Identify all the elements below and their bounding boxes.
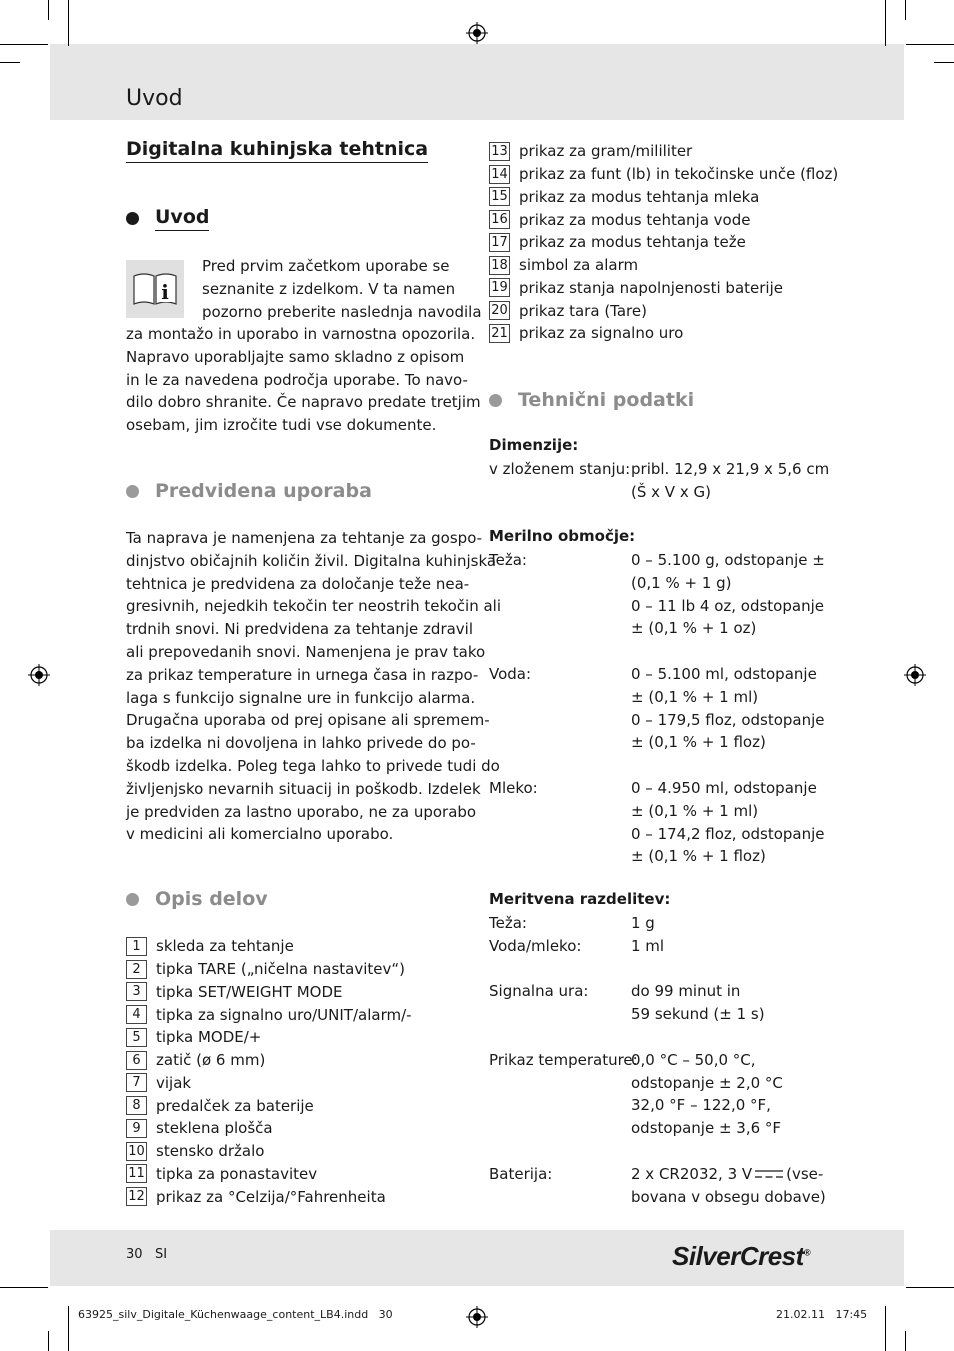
spec-row: Mleko: 0 – 4.950 ml, odstopanje ± (0,1 % + 1 ml) 0 – 174,2 floz, odstopanje ± (0,1 % + 1 floz) xyxy=(489,778,825,866)
intro-text-short: Pred prvim začetkom uporabe se seznanite z izdelkom. V ta namen pozorno preberite naslednja navodila xyxy=(202,257,482,321)
print-slug-date: 21.02.11 17:45 xyxy=(776,1308,868,1321)
spec-row: Baterija: 2 x CR2032, 3 V (vse- bovana v obsegu dobave) xyxy=(489,1164,826,1206)
registration-mark-icon xyxy=(28,664,50,686)
parts-list-left xyxy=(126,935,412,1208)
intro-text-long: za montažo in uporabo in varnostna opozorila. Napravo uporabljajte samo skladno z opisom in le za navedena področja uporabe. To navo- dilo dobro shranite. Če napravo predate tretjim osebam, jim izročite tudi vse dokumente. xyxy=(126,325,481,435)
info-book-icon xyxy=(126,260,184,318)
bullet-icon xyxy=(126,893,139,906)
division-specs xyxy=(489,912,826,1208)
list-item: 5 tipka MODE/+ xyxy=(126,1026,412,1049)
page-number: 30 SI xyxy=(126,1247,168,1262)
spec-row: v zloženem stanju: pribl. 12,9 x 21,9 x 5,6 cm (Š x V x G) xyxy=(489,460,830,501)
section-intended-use-heading: Predvidena uporaba xyxy=(126,480,372,502)
list-item: 10 stensko držalo xyxy=(126,1140,412,1163)
list-item: 16 prikaz za modus tehtanja vode xyxy=(489,208,838,231)
spec-row: Teža: 1 g xyxy=(489,914,655,932)
spec-row: Signalna ura: do 99 minut in 59 sekund (± 1 s) xyxy=(489,982,765,1024)
list-item: 13 prikaz za gram/mililiter xyxy=(489,140,838,163)
list-item: 15 prikaz za modus tehtanja mleka xyxy=(489,186,838,209)
registration-mark-icon xyxy=(904,664,926,686)
section-intro-heading: Uvod xyxy=(126,206,209,231)
section-tech-heading: Tehnični podatki xyxy=(489,389,694,411)
list-item: 1 skleda za tehtanje xyxy=(126,935,412,958)
document-title: Digitalna kuhinjska tehtnica xyxy=(126,138,428,163)
bullet-icon xyxy=(489,394,502,407)
list-item: 6 zatič (ø 6 mm) xyxy=(126,1049,412,1072)
list-item: 17 prikaz za modus tehtanja teže xyxy=(489,231,838,254)
dimensions-specs xyxy=(489,458,829,504)
registration-mark-icon xyxy=(466,1306,488,1328)
list-item: 2 tipka TARE („ničelna nastavitev“) xyxy=(126,958,412,981)
list-item: 20 prikaz tara (Tare) xyxy=(489,299,838,322)
range-specs xyxy=(489,549,825,868)
spec-row: Voda/mleko: 1 ml xyxy=(489,936,665,955)
list-item: 7 vijak xyxy=(126,1072,412,1095)
list-item: 21 prikaz za signalno uro xyxy=(489,322,838,345)
section-parts-heading: Opis delov xyxy=(126,888,268,910)
list-item: 11 tipka za ponastavitev xyxy=(126,1163,412,1186)
bullet-icon xyxy=(126,212,139,225)
svg-text:i: i xyxy=(161,280,169,304)
dimensions-title: Dimenzije: xyxy=(489,436,579,454)
list-item: 4 tipka za signalno uro/UNIT/alarm/- xyxy=(126,1003,412,1026)
spec-row: Teža: 0 – 5.100 g, odstopanje ± (0,1 % + 1 g) 0 – 11 lb 4 oz, odstopanje ± (0,1 % + 1 oz) xyxy=(489,551,825,638)
registration-mark-icon xyxy=(466,22,488,44)
brand-logo: SilverCrest® xyxy=(672,1241,810,1271)
list-item: 3 tipka SET/WEIGHT MODE xyxy=(126,981,412,1004)
direct-current-icon xyxy=(755,1169,783,1179)
list-item: 19 prikaz stanja napolnjenosti baterije xyxy=(489,277,838,300)
list-item: 8 predalček za baterije xyxy=(126,1094,412,1117)
range-title: Merilno območje: xyxy=(489,527,636,545)
print-slug-file: 63925_silv_Digitale_Küchenwaage_content_LB4.indd 30 xyxy=(78,1308,393,1321)
division-title: Meritvena razdelitev: xyxy=(489,890,671,908)
list-item: 9 steklena plošča xyxy=(126,1117,412,1140)
list-item: 12 prikaz za °Celzija/°Fahrenheita xyxy=(126,1185,412,1208)
bullet-icon xyxy=(126,485,139,498)
list-item: 18 simbol za alarm xyxy=(489,254,838,277)
language-code: SI xyxy=(154,1247,168,1262)
page-header-title: Uvod xyxy=(126,86,183,111)
spec-row: Voda: 0 – 5.100 ml, odstopanje ± (0,1 % + 1 ml) 0 – 179,5 floz, odstopanje ± (0,1 % + 1 floz) xyxy=(489,664,825,752)
list-item: 14 prikaz za funt (lb) in tekočinske unče (floz) xyxy=(489,163,838,186)
intended-use-text: Ta naprava je namenjena za tehtanje za gospo- dinjstvo običajnih količin živil. Digitalna kuhinjska tehtnica je predvidena za določanje teže nea- gresivnih, nejedkih tekočin ter neostrih tekočin ali trdnih snovi. Ni predvidena za tehtanje zdravil ali prepovedanih snovi. Namenjena je prav tako za prikaz temperature in urnega časa in razpo- laga s funkcijo signalne ure in funkcijo alarma. Drugačna uporaba od prej opisane ali spremem- ba izdelka ni dovoljena in lahko privede do po- škodb izdelka. Poleg tega lahko to privede tudi do življenjsko nevarnih situacij in poškodb. Izdelek je predviden za lastno uporabo, ne za uporabo v medicini ali komercialno uporabo. xyxy=(126,529,501,844)
spec-row: Prikaz temperature: 0,0 °C – 50,0 °C, odstopanje ± 2,0 °C 32,0 °F – 122,0 °F, odstopanje ± 3,6 °F xyxy=(489,1050,783,1138)
parts-list-right xyxy=(489,140,838,345)
